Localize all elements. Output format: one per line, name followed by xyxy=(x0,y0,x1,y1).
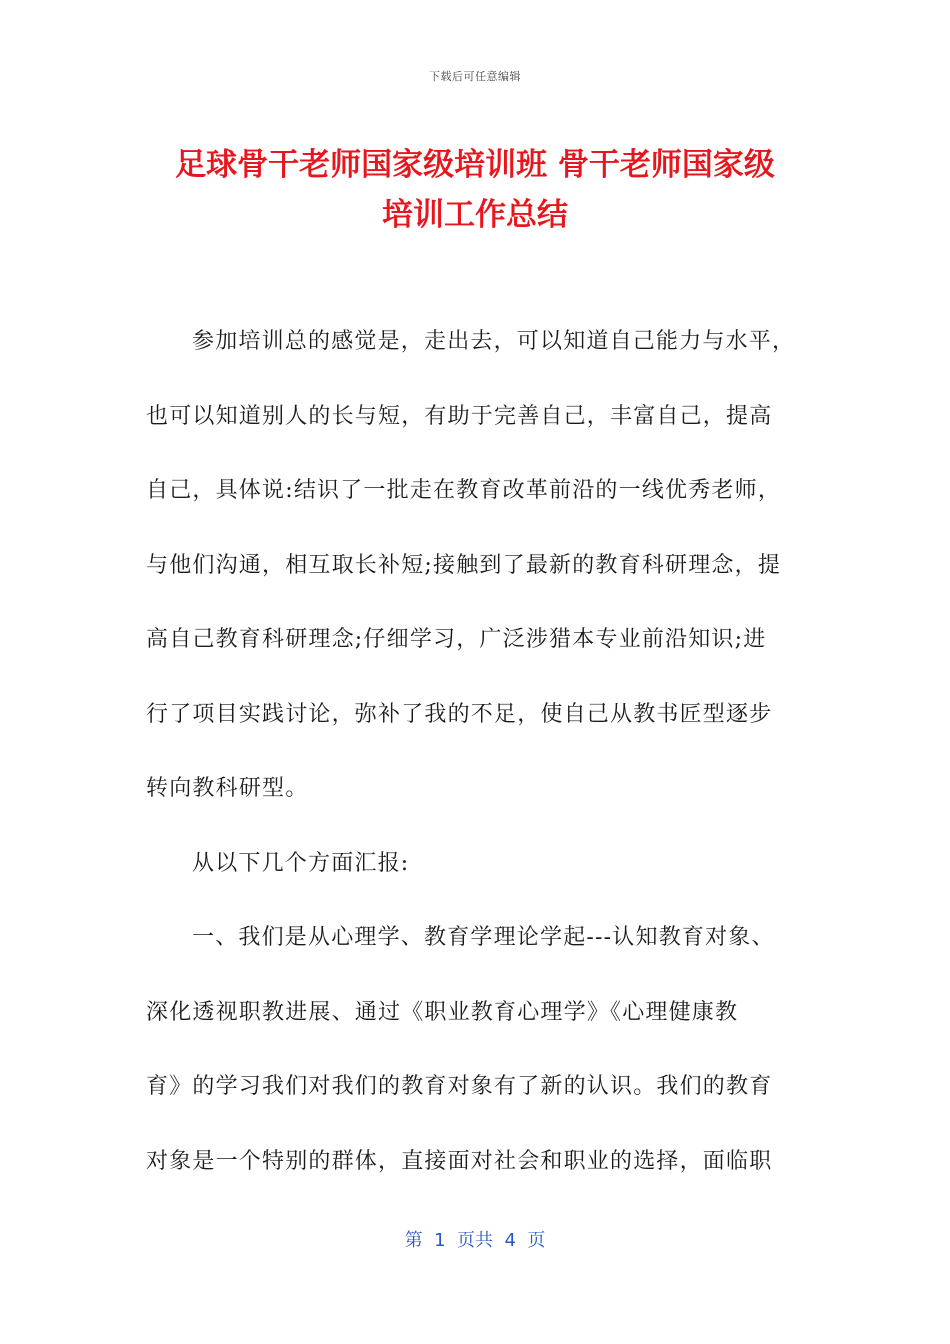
page-number-footer: 第 1 页共 4 页 xyxy=(404,1230,546,1251)
body-line: 从以下几个方面汇报: xyxy=(192,850,410,876)
body-line: 高自己教育科研理念;仔细学习，广泛涉猎本专业前沿知识;进 xyxy=(146,627,767,652)
document-title xyxy=(120,140,830,240)
body-line: 也可以知道别人的长与短，有助于完善自己，丰富自己，提高 xyxy=(146,403,773,429)
body-line: 一、我们是从心理学、教育学理论学起---认知教育对象、 xyxy=(192,925,775,950)
document-title-line-2: 培训工作总结 xyxy=(382,197,568,233)
body-line: 与他们沟通，相互取长补短;接触到了最新的教育科研理念，提 xyxy=(146,552,782,578)
body-line: 对象是一个特别的群体，直接面对社会和职业的选择，面临职 xyxy=(146,1148,773,1174)
body-line: 参加培训总的感觉是，走出去，可以知道自己能力与水平， xyxy=(192,329,796,354)
page-header-note: 下载后可任意编辑 xyxy=(429,70,521,83)
document-title-line-1: 足球骨干老师国家级培训班 骨干老师国家级 xyxy=(175,147,775,183)
body-line: 深化透视职教进展、通过《职业教育心理学》《心理健康教 xyxy=(146,999,739,1025)
body-line: 行了项目实践讨论，弥补了我的不足，使自己从教书匠型逐步 xyxy=(146,701,773,727)
body-line: 自己，具体说:结识了一批走在教育改革前沿的一线优秀老师， xyxy=(146,478,782,503)
body-line: 转向教科研型。 xyxy=(146,776,309,801)
document-body xyxy=(146,305,816,1199)
body-line: 育》的学习我们对我们的教育对象有了新的认识。我们的教育 xyxy=(146,1074,773,1099)
